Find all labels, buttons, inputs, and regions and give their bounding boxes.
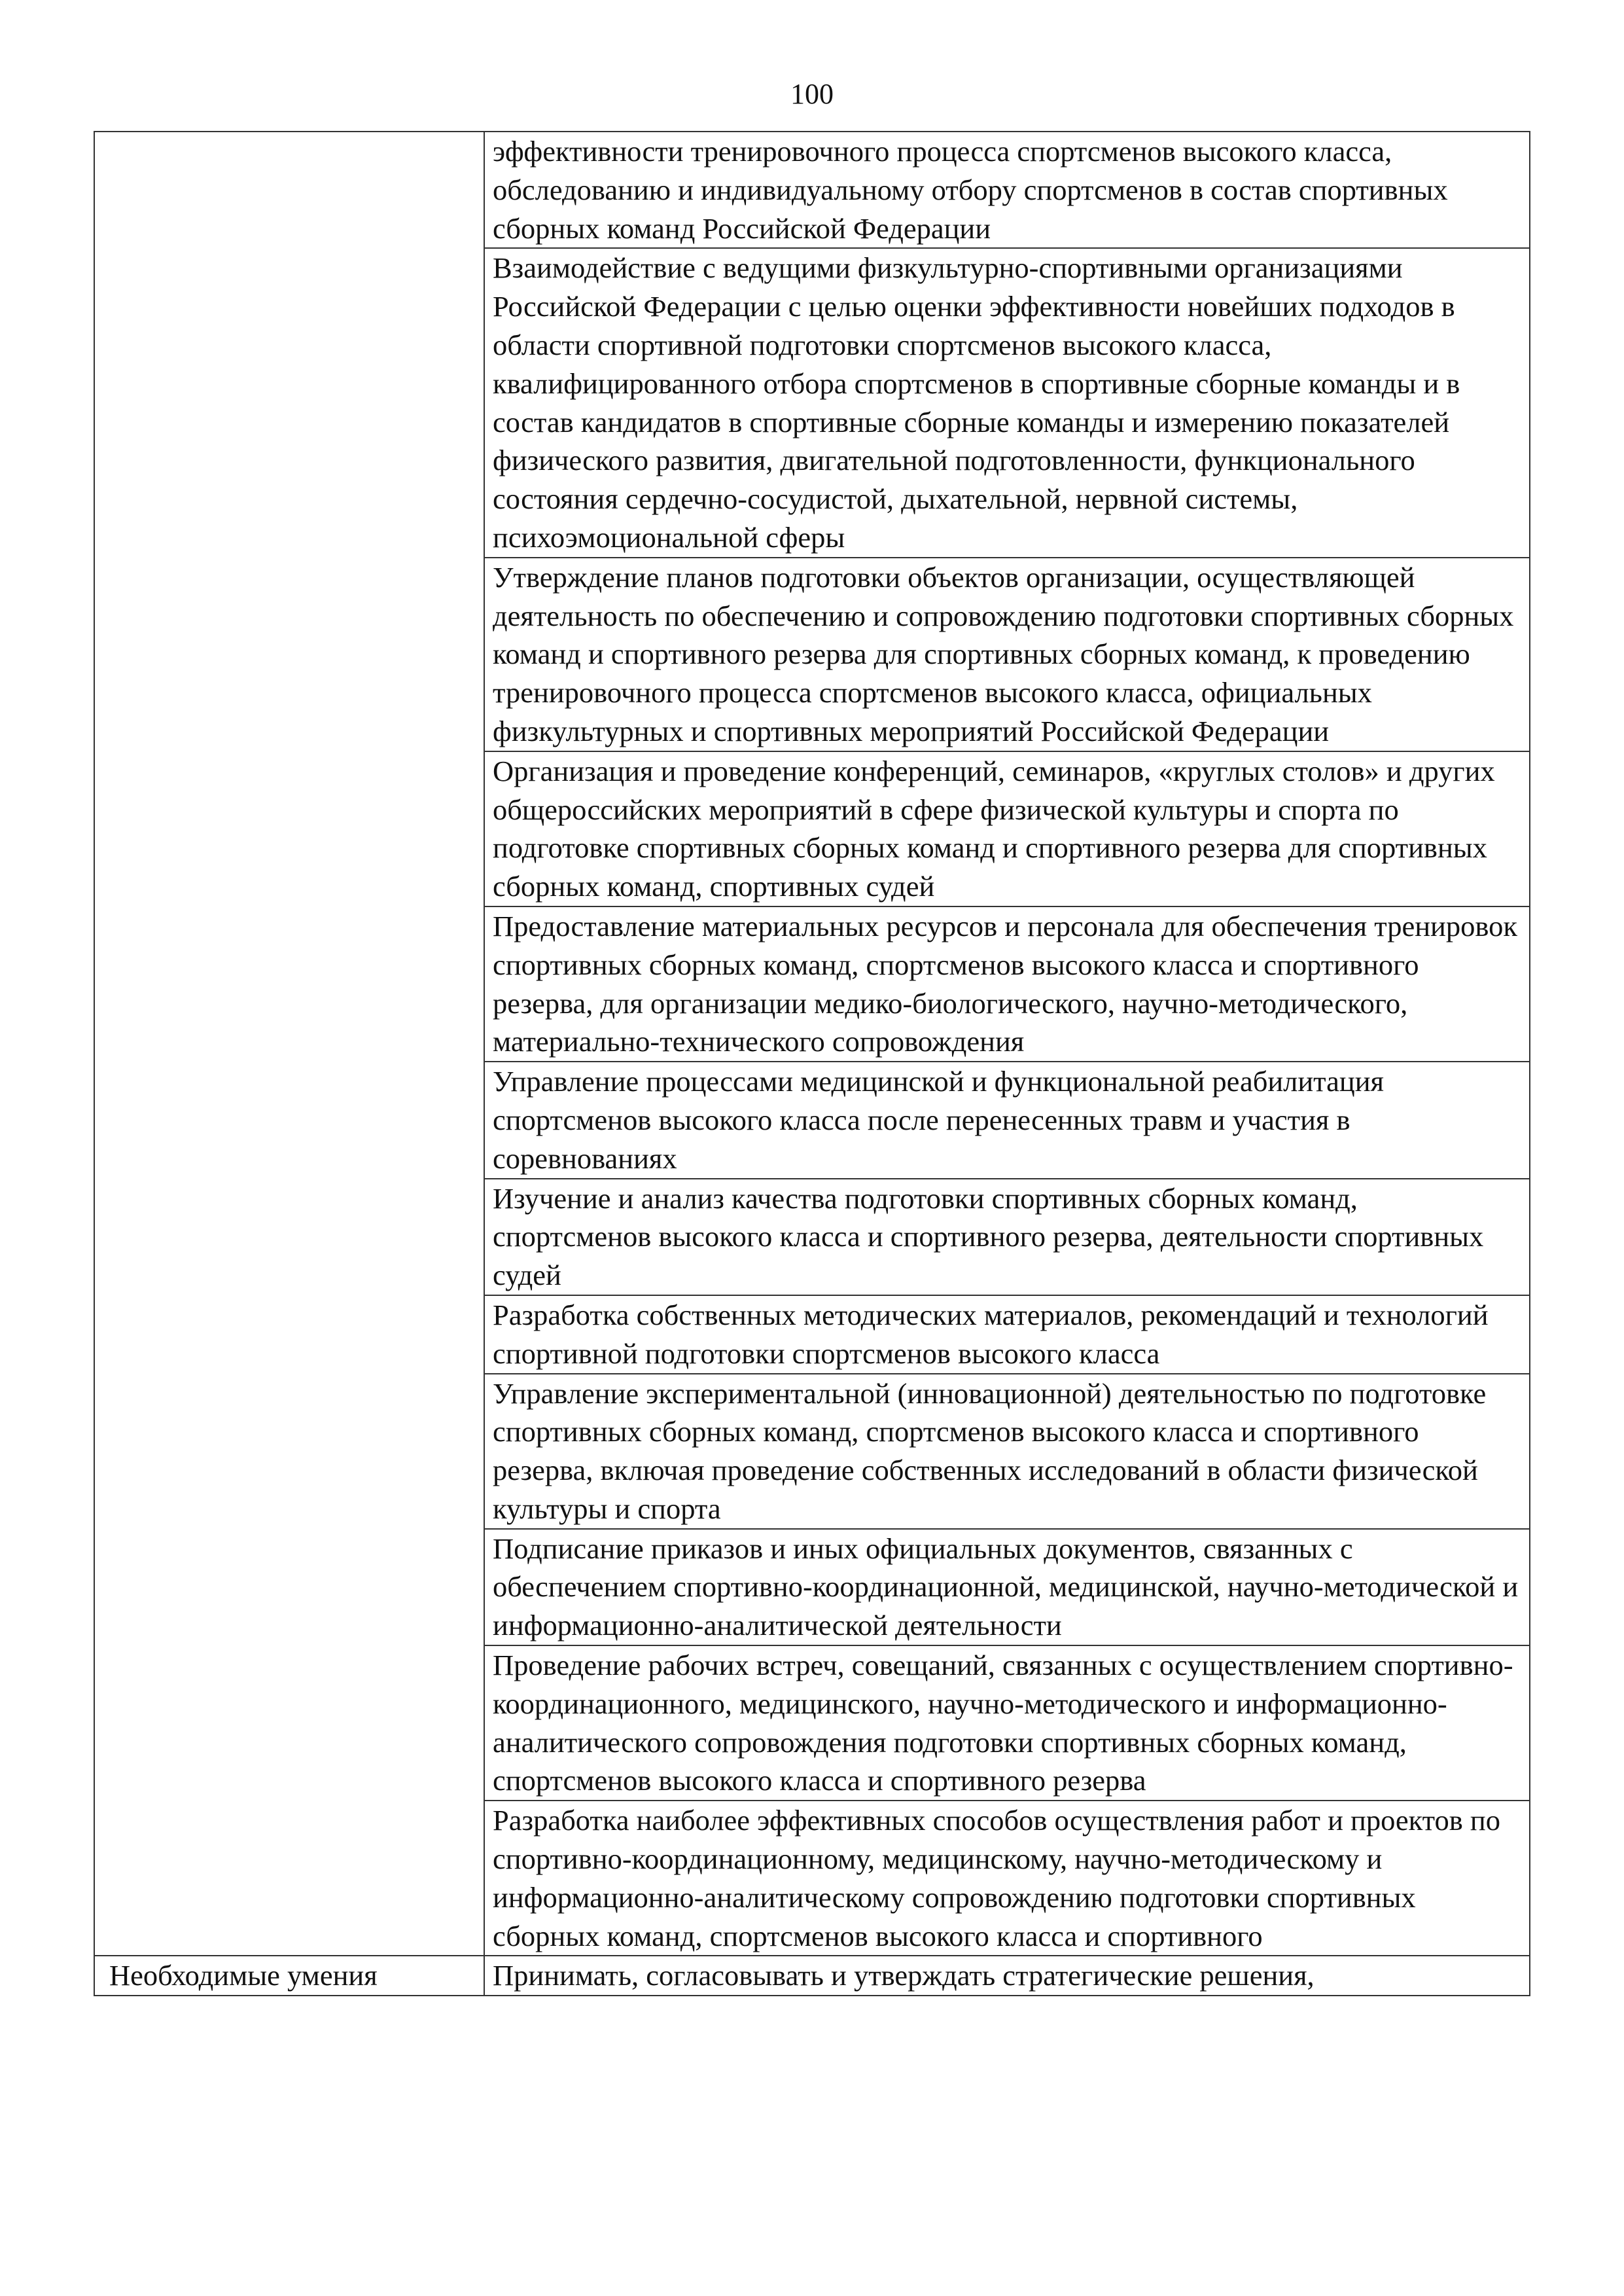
table-cell: Разработка наиболее эффективных способов осуществления работ и проектов по спортивно-координационному, медицинскому, научно-методическому и информационно-аналитическому сопровождению подготовки спортивных сборных команд, спортсменов высокого класса и спортивного xyxy=(484,1801,1530,1956)
page-number: 100 xyxy=(790,78,834,110)
table-cell: Утверждение планов подготовки объектов организации, осуществляющей деятельность по обеспечению и сопровождению подготовки спортивных сборных команд и спортивного резерва для спортивных сборных команд, к проведению тренировочного процесса спортсменов высокого класса, официальных физкультурных и спортивных мероприятий Российской Федерации xyxy=(484,558,1530,751)
skills-label: Необходимые умения xyxy=(94,1956,484,1996)
table-cell: Проведение рабочих встреч, совещаний, связанных с осуществлением спортивно-координационного, медицинского, научно-методического и информационно-аналитического сопровождения подготовки спортивных сборных команд, спортсменов высокого класса и спортивного резерва xyxy=(484,1645,1530,1801)
labor-actions-label-cell xyxy=(94,132,484,1956)
table-row xyxy=(94,132,1530,248)
skills-row xyxy=(94,1956,1530,1996)
table-cell: Организация и проведение конференций, семинаров, «круглых столов» и других общероссийских мероприятий в сфере физической культуры и спорта по подготовке спортивных сборных команд и спортивного резерва для спортивных сборных команд, спортивных судей xyxy=(484,751,1530,906)
table-cell: Управление экспериментальной (инновационной) деятельностью по подготовке спортивных сборных команд, спортсменов высокого класса и спортивного резерва, включая проведение собственных исследований в области физической культуры и спорта xyxy=(484,1374,1530,1529)
table-cell: эффективности тренировочного процесса спортсменов высокого класса, обследованию и индивидуальному отбору спортсменов в состав спортивных сборных команд Российской Федерации xyxy=(484,132,1530,248)
table-cell: Управление процессами медицинской и функциональной реабилитация спортсменов высокого класса после перенесенных травм и участия в соревнованиях xyxy=(484,1062,1530,1178)
table-cell: Изучение и анализ качества подготовки спортивных сборных команд, спортсменов высокого класса и спортивного резерва, деятельности спортивных судей xyxy=(484,1179,1530,1295)
table-cell: Разработка собственных методических материалов, рекомендаций и технологий спортивной подготовки спортсменов высокого класса xyxy=(484,1295,1530,1374)
table-cell: Предоставление материальных ресурсов и персонала для обеспечения тренировок спортивных сборных команд, спортсменов высокого класса и спортивного резерва, для организации медико-биологического, научно-методического, материально-технического сопровождения xyxy=(484,906,1530,1062)
job-functions-table xyxy=(94,131,1530,1996)
skills-first-item: Принимать, согласовывать и утверждать стратегические решения, xyxy=(484,1956,1530,1996)
table-cell: Подписание приказов и иных официальных документов, связанных с обеспечением спортивно-координационной, медицинской, научно-методической и информационно-аналитической деятельности xyxy=(484,1529,1530,1645)
table-cell: Взаимодействие с ведущими физкультурно-спортивными организациями Российской Федерации с целью оценки эффективности новейших подходов в области спортивной подготовки спортсменов высокого класса, квалифицированного отбора спортсменов в спортивные сборные команды и в состав кандидатов в спортивные сборные команды и измерению показателей физического развития, двигательной подготовленности, функционального состояния сердечно-сосудистой, дыхательной, нервной системы, психоэмоциональной сферы xyxy=(484,248,1530,557)
